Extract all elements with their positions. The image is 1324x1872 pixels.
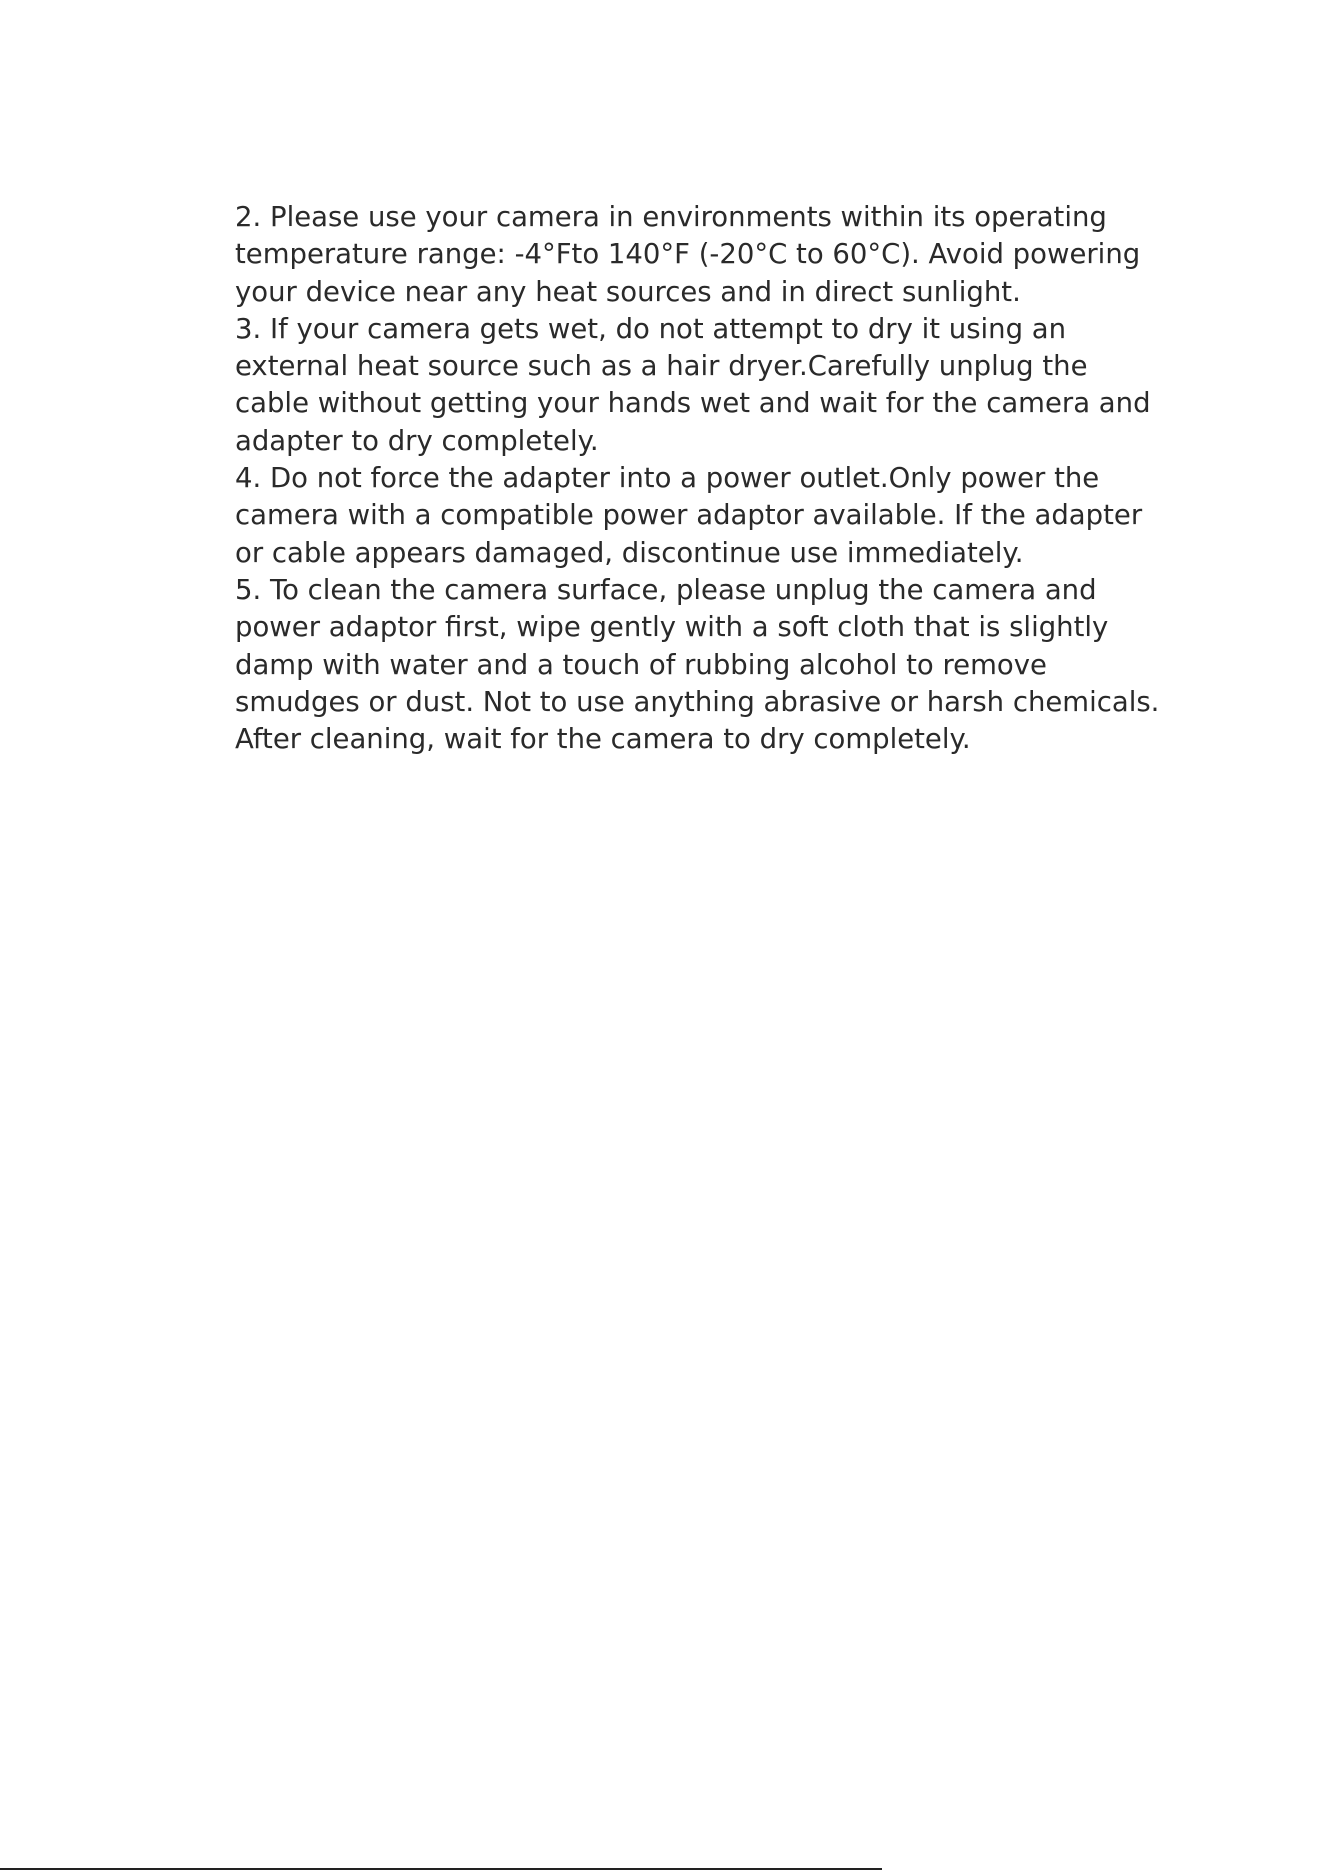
text-line: cable without getting your hands wet and wait for the camera and [235,387,1151,420]
text-line: After cleaning, wait for the camera to dry completely. [235,723,971,756]
text-line: damp with water and a touch of rubbing alcohol to remove [235,648,1047,681]
text-line: power adaptor first, wipe gently with a soft cloth that is slightly [235,611,1109,644]
instructions-text [235,199,1160,758]
text-line: smudges or dust. Not to use anything abrasive or harsh chemicals. [235,685,1160,718]
text-line: or cable appears damaged, discontinue use immediately. [235,536,1024,569]
text-line: camera with a compatible power adaptor available. If the adapter [235,499,1143,532]
text-line: your device near any heat sources and in direct sunlight. [235,275,1021,308]
page-bottom-divider [0,1868,882,1870]
text-line: 4. Do not force the adapter into a power outlet.Only power the [235,462,1100,495]
text-line: 3. If your camera gets wet, do not attempt to dry it using an [235,312,1067,345]
text-line: external heat source such as a hair dryer.Carefully unplug the [235,350,1088,383]
text-line: temperature range: -4°Fto 140°F (-20°C to 60°C). Avoid powering [235,238,1141,271]
text-line: 2. Please use your camera in environments within its operating [235,201,1107,233]
text-line: 5. To clean the camera surface, please unplug the camera and [235,573,1097,606]
text-line: adapter to dry completely. [235,424,599,457]
